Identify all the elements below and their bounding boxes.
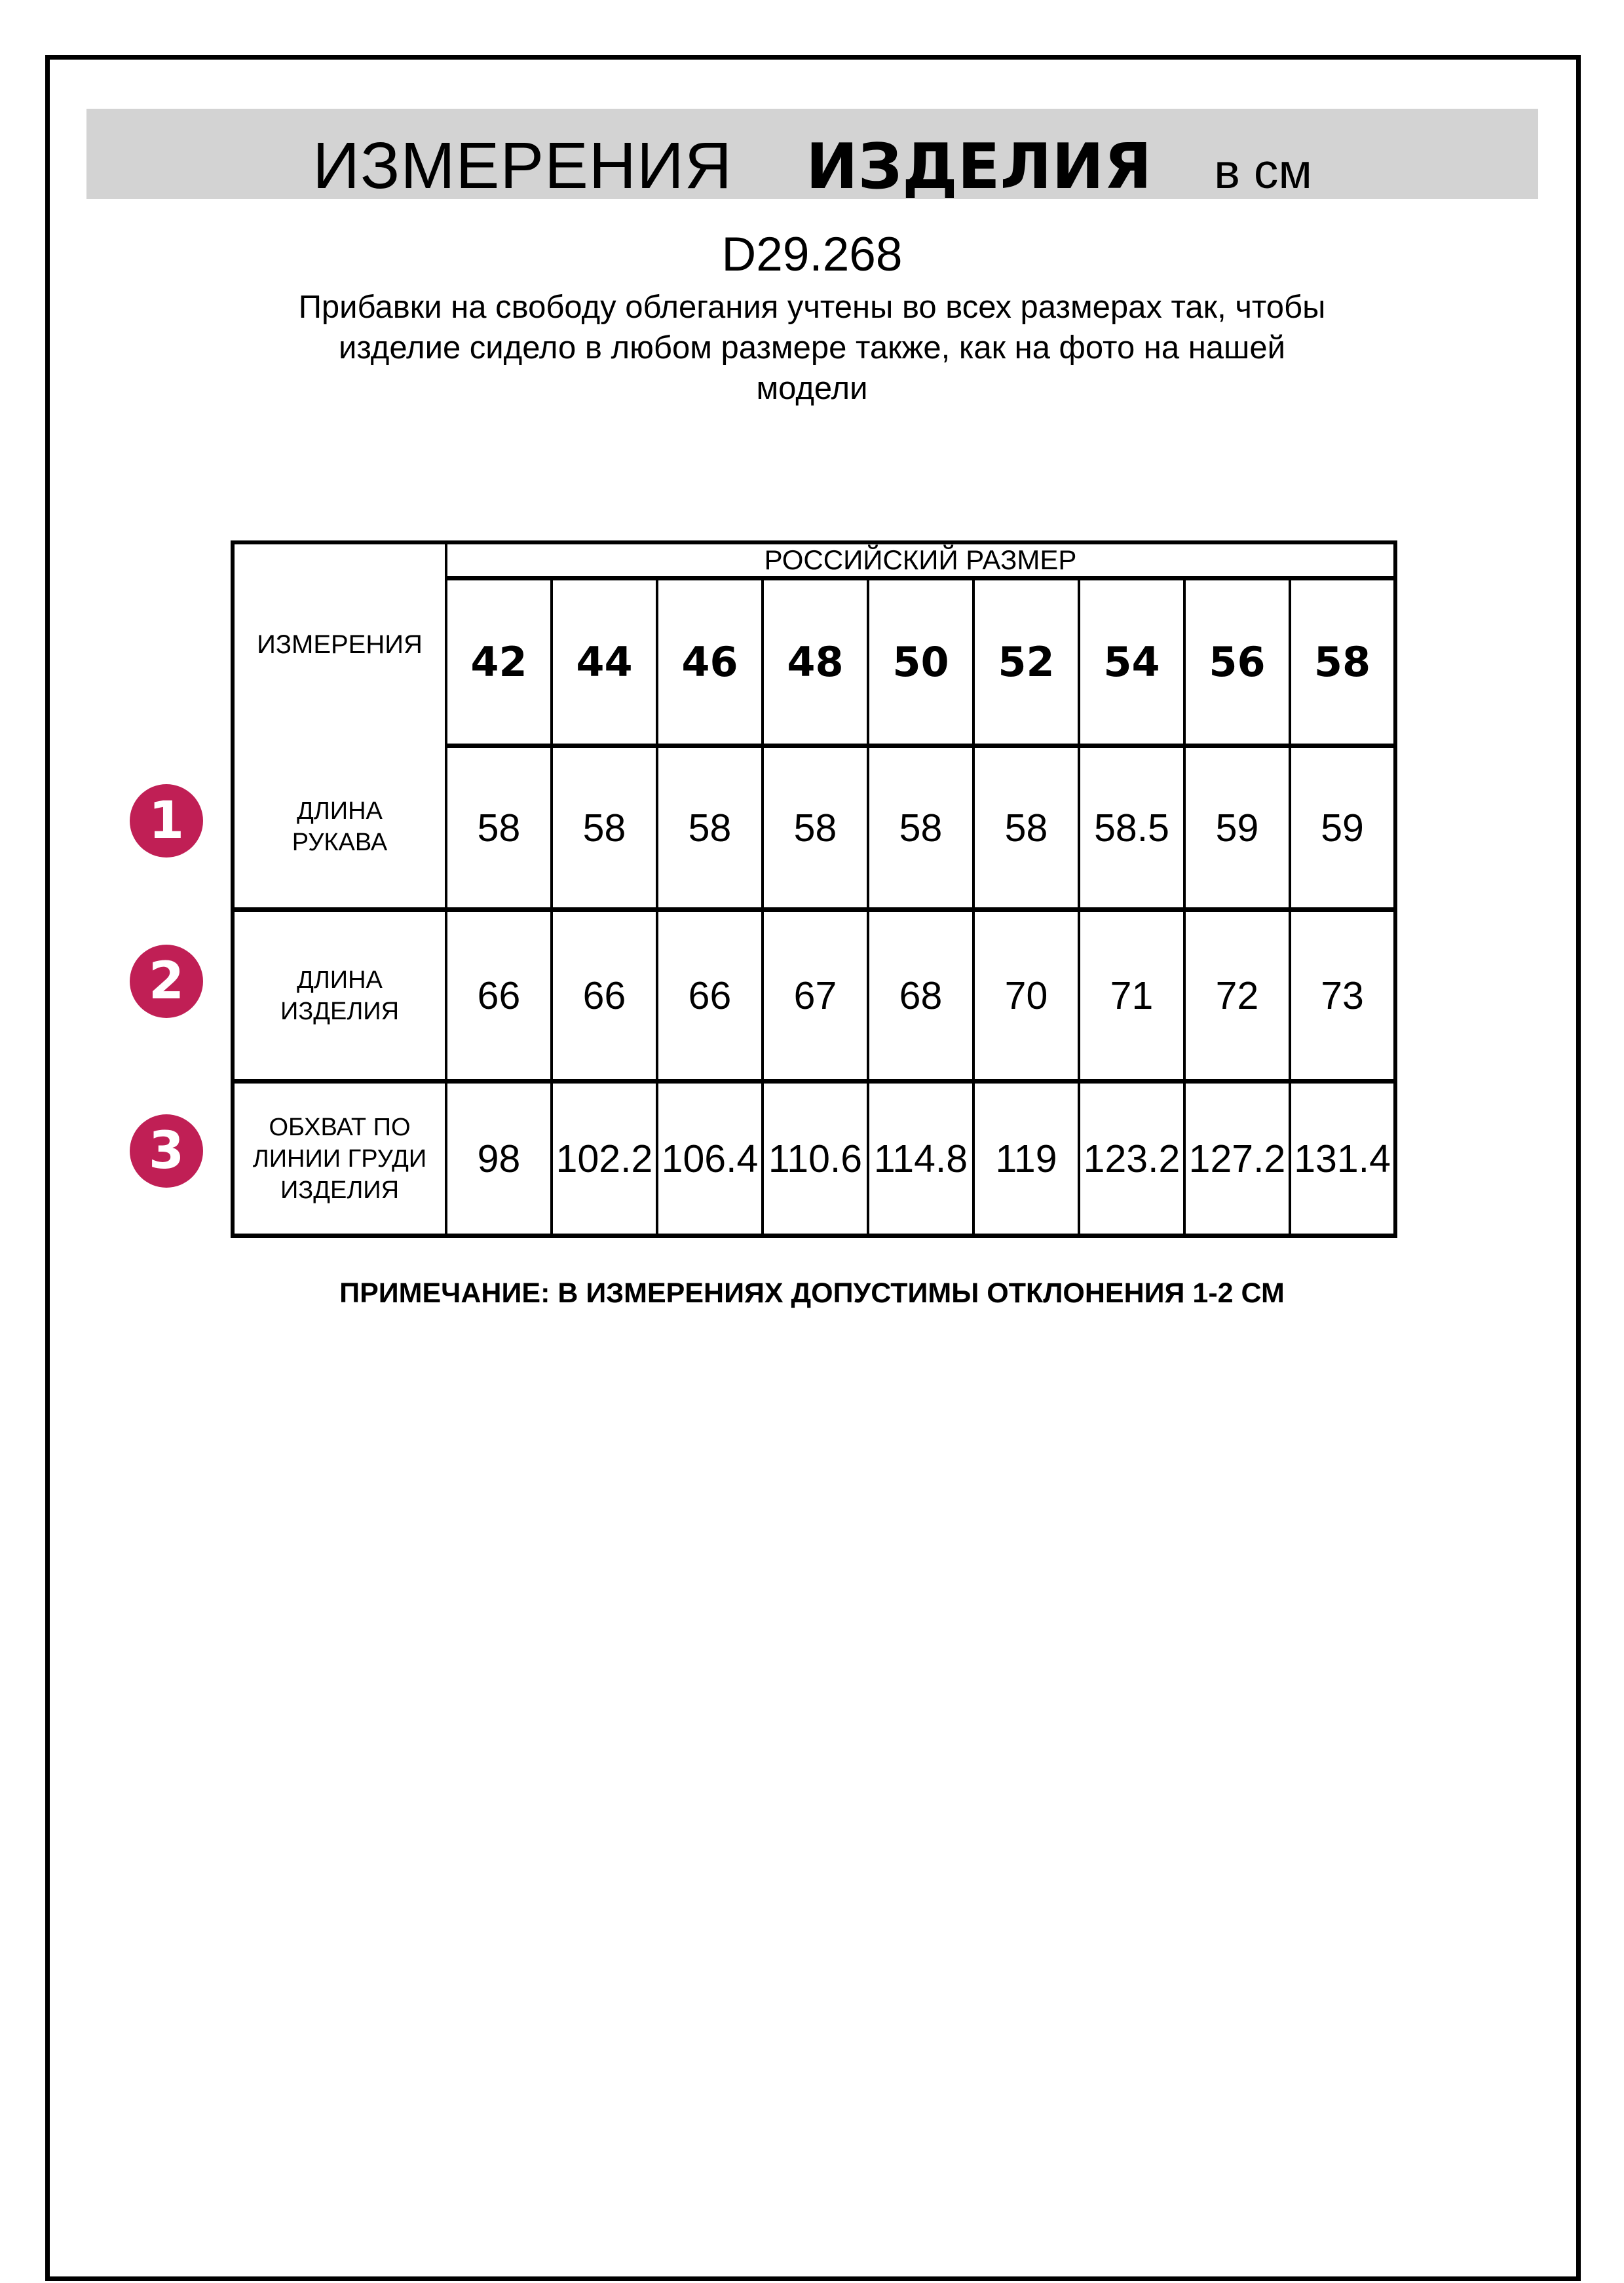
measurements-table: [231, 540, 1397, 1238]
value-cell: 58: [657, 746, 763, 910]
size-header-cell: 46: [657, 578, 763, 746]
intro-line-2: изделие сидело в любом размере также, как на фото на нашей: [339, 330, 1285, 366]
value-cell: 59: [1184, 746, 1290, 910]
title-word-product: ИЗДЕЛИЯ: [806, 131, 1152, 203]
value-cell: 68: [868, 910, 973, 1082]
value-cell: 59: [1290, 746, 1395, 910]
value-cell: 72: [1184, 910, 1290, 1082]
row-label-cell: ОБХВАТ ПО ЛИНИИ ГРУДИ ИЗДЕЛИЯ: [233, 1082, 446, 1236]
value-cell: 119: [973, 1082, 1079, 1236]
value-cell: 58.5: [1079, 746, 1184, 910]
corner-header-cell: ИЗМЕРЕНИЯ: [233, 542, 446, 746]
intro-line-3: модели: [756, 371, 868, 406]
value-cell: 66: [446, 910, 552, 1082]
value-cell: 58: [973, 746, 1079, 910]
value-cell: 98: [446, 1082, 552, 1236]
table-row-sleeve-length: [233, 746, 1395, 910]
value-cell: 73: [1290, 910, 1395, 1082]
intro-line-1: Прибавки на свободу облегания учтены во всех размерах так, чтобы: [298, 290, 1326, 325]
value-cell: 110.6: [763, 1082, 868, 1236]
value-cell: 127.2: [1184, 1082, 1290, 1236]
title-word-measurements: ИЗМЕРЕНИЯ: [312, 129, 733, 202]
size-header-cell: 50: [868, 578, 973, 746]
row-label-cell: ДЛИНА РУКАВА: [233, 746, 446, 910]
size-header-cell: 44: [552, 578, 657, 746]
size-header-cell: 52: [973, 578, 1079, 746]
title-band: [86, 109, 1538, 203]
value-cell: 66: [552, 910, 657, 1082]
value-cell: 58: [446, 746, 552, 910]
product-code: D29.268: [721, 228, 903, 281]
size-header-cell: 42: [446, 578, 552, 746]
value-cell: 114.8: [868, 1082, 973, 1236]
table-row: [233, 542, 1395, 578]
value-cell: 58: [763, 746, 868, 910]
size-header-cell: 58: [1290, 578, 1395, 746]
value-cell: 70: [973, 910, 1079, 1082]
row-number-badge-3: 3: [130, 1114, 203, 1188]
size-header-cell: 56: [1184, 578, 1290, 746]
intro-paragraph: [190, 287, 1435, 409]
value-cell: 131.4: [1290, 1082, 1395, 1236]
row-number-badge-1: 1: [130, 784, 203, 858]
size-header-cell: 54: [1079, 578, 1184, 746]
tolerance-note: ПРИМЕЧАНИЕ: В ИЗМЕРЕНИЯХ ДОПУСТИМЫ ОТКЛОНЕНИЯ 1-2 СМ: [339, 1277, 1285, 1309]
value-cell: 102.2: [552, 1082, 657, 1236]
group-header-cell: РОССИЙСКИЙ РАЗМЕР: [446, 542, 1395, 578]
row-number-badge-2: 2: [130, 945, 203, 1018]
size-header-cell: 48: [763, 578, 868, 746]
table-row-item-length: [233, 910, 1395, 1082]
value-cell: 66: [657, 910, 763, 1082]
value-cell: 58: [552, 746, 657, 910]
row-label-cell: ДЛИНА ИЗДЕЛИЯ: [233, 910, 446, 1082]
value-cell: 123.2: [1079, 1082, 1184, 1236]
value-cell: 106.4: [657, 1082, 763, 1236]
table-row-chest-girth: [233, 1082, 1395, 1236]
title-unit-cm: в см: [1214, 143, 1312, 198]
value-cell: 71: [1079, 910, 1184, 1082]
value-cell: 58: [868, 746, 973, 910]
value-cell: 67: [763, 910, 868, 1082]
